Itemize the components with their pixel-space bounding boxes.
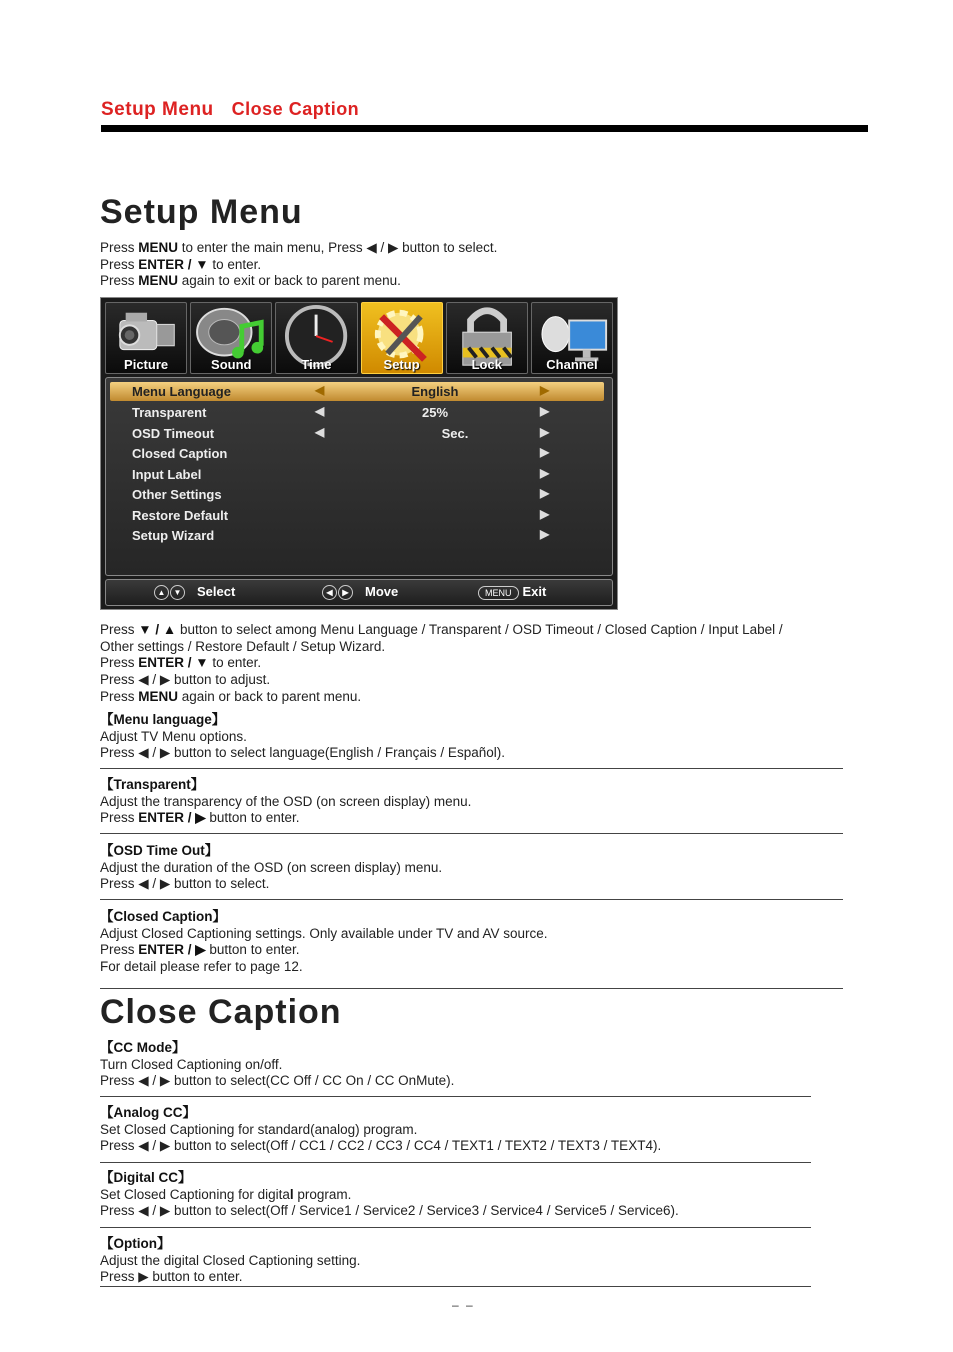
tab-label: Sound <box>211 357 252 372</box>
menu-row-label: Closed Caption <box>132 446 228 461</box>
text: button to enter. <box>205 942 300 958</box>
section-option <box>100 1236 360 1286</box>
text: Press <box>100 240 139 255</box>
text-line <box>100 959 548 976</box>
bold-text: ENTER / ▼ <box>138 256 209 272</box>
page-header <box>101 99 359 121</box>
menu-row-osd-timeout <box>110 424 604 443</box>
page-number: – – <box>452 1298 475 1312</box>
text-line <box>100 257 497 274</box>
tv-menu-tabs <box>105 302 613 374</box>
text: Press ▶ button to enter. <box>100 1269 243 1285</box>
bold-text: ENTER / ▶ <box>138 810 206 826</box>
text-line <box>100 1122 661 1139</box>
text: Press ◀ / ▶ button to select(Off / CC1 / CC2 / CC3 / CC4 / TEXT1 / TEXT2 / TEXT3 / TEXT4). <box>100 1138 662 1154</box>
right-arrow-icon: ▶ <box>540 445 550 459</box>
text-line <box>100 926 548 943</box>
bold-text: ENTER / ▼ <box>138 655 209 671</box>
text: Press <box>100 655 139 671</box>
text-line <box>100 622 783 639</box>
footer-select-label: Select <box>197 584 236 599</box>
tab-label: Time <box>301 357 332 372</box>
footer-exit <box>478 584 546 600</box>
text: Adjust Closed Captioning settings. Only available under TV and AV source. <box>100 925 548 941</box>
section-cc-mode <box>100 1040 454 1090</box>
section-divider <box>100 988 843 989</box>
text: Other settings / Restore Default / Setup Wizard. <box>100 638 386 654</box>
section-title: 【CC Mode】 <box>100 1040 186 1055</box>
section-osd-time-out <box>100 843 442 893</box>
close-caption-title: Close Caption <box>100 993 342 1031</box>
text-line <box>100 273 497 290</box>
section-analog-cc <box>100 1105 661 1155</box>
bold-text: MENU <box>138 688 179 704</box>
bold-text: MENU <box>138 240 179 255</box>
text-line <box>100 1269 360 1286</box>
right-arrow-icon: ▶ <box>540 425 550 439</box>
text: to enter. <box>208 655 262 671</box>
text: Press <box>100 256 139 272</box>
text-line <box>100 1073 454 1090</box>
text-line <box>100 1138 661 1155</box>
tab-label: Picture <box>124 357 169 372</box>
right-arrow-icon: ▶ <box>540 404 550 418</box>
text-line <box>100 655 783 672</box>
tab-label: Channel <box>546 357 598 372</box>
tv-menu-screenshot <box>100 297 618 610</box>
bold-text: ENTER / ▶ <box>138 942 206 958</box>
tab-picture <box>105 302 187 374</box>
text: Press ◀ / ▶ button to select(Off / Service1 / Service2 / Service3 / Service4 / Service5 / Service6). <box>100 1203 679 1219</box>
text: Press ◀ / ▶ button to adjust. <box>100 672 271 688</box>
text: Adjust the digital Closed Captioning setting. <box>100 1252 361 1268</box>
text: Turn Closed Captioning on/off. <box>100 1056 283 1072</box>
text: Press <box>100 622 139 637</box>
header-rule <box>101 125 868 132</box>
text: again to exit or back to parent menu. <box>178 273 401 289</box>
menu-row-label: Other Settings <box>132 487 222 502</box>
menu-row-closed-caption <box>110 444 604 463</box>
setup-intro <box>100 240 497 290</box>
menu-row-transparent <box>110 403 604 422</box>
tv-menu-footer <box>105 579 613 606</box>
text: For detail please refer to page 12. <box>100 959 303 975</box>
text: program. <box>293 1186 352 1202</box>
left-arrow-icon: ◀ <box>315 383 325 397</box>
text: Set Closed Captioning for digita <box>100 1186 290 1202</box>
text: button to enter. <box>205 810 300 826</box>
text-line <box>100 860 442 877</box>
down-arrow-icon: ▼ <box>170 585 185 600</box>
footer-move-label: Move <box>365 584 399 599</box>
menu-row-value: 25% <box>421 405 449 420</box>
header-section: Setup Menu <box>101 99 214 120</box>
menu-row-restore-default <box>110 506 604 525</box>
text-line <box>100 729 505 746</box>
text: Press ◀ / ▶ button to select. <box>100 876 270 892</box>
menu-row-label: Transparent <box>132 405 207 420</box>
setup-instructions <box>100 622 783 706</box>
tab-channel <box>531 302 613 374</box>
text: Press <box>100 273 139 289</box>
menu-row-value: Sec. <box>441 426 469 441</box>
text: Adjust the duration of the OSD (on screen display) menu. <box>100 859 443 875</box>
text: Press ◀ / ▶ button to select(CC Off / CC On / CC OnMute). <box>100 1073 455 1089</box>
text: Press <box>100 810 139 826</box>
text: to enter. <box>208 256 262 272</box>
section-transparent <box>100 777 471 827</box>
section-title: 【Closed Caption】 <box>100 909 227 924</box>
up-arrow-icon: ▲ <box>154 585 169 600</box>
section-digital-cc <box>100 1170 679 1220</box>
text-line <box>100 1253 360 1270</box>
bold-text: MENU <box>138 273 179 289</box>
text-line <box>100 1057 454 1074</box>
text-line <box>100 639 783 656</box>
footer-move <box>322 584 398 600</box>
text-line <box>100 240 497 257</box>
text: Adjust the transparency of the OSD (on screen display) menu. <box>100 793 472 809</box>
tab-label: Lock <box>471 357 502 372</box>
section-menu-language <box>100 712 505 762</box>
right-arrow-icon: ▶ <box>540 486 550 500</box>
tab-lock <box>446 302 528 374</box>
right-arrow-icon: ▶ <box>338 585 353 600</box>
left-arrow-icon: ◀ <box>322 585 337 600</box>
footer-exit-label: Exit <box>522 584 547 599</box>
bold-text: l <box>289 1186 294 1202</box>
menu-row-label: Menu Language <box>132 384 231 399</box>
text-line <box>100 745 505 762</box>
left-arrow-icon: ◀ <box>315 425 325 439</box>
section-divider <box>100 1096 811 1097</box>
section-closed-caption <box>100 909 548 976</box>
section-divider <box>100 833 843 834</box>
menu-row-label: Setup Wizard <box>132 528 215 543</box>
text: Set Closed Captioning for standard(analog) program. <box>100 1121 418 1137</box>
right-arrow-icon: ▶ <box>540 527 550 541</box>
tab-label: Setup <box>383 357 420 372</box>
text-line <box>100 1203 679 1220</box>
header-subsection: Close Caption <box>231 99 360 119</box>
menu-row-label: Restore Default <box>132 508 229 523</box>
section-divider <box>100 1227 811 1228</box>
text-line <box>100 794 471 811</box>
text: to enter the main menu, Press ◀ / ▶ button to select. <box>178 240 498 255</box>
section-title: 【Option】 <box>100 1236 171 1251</box>
tab-sound <box>190 302 272 374</box>
text-line <box>100 810 471 827</box>
left-arrow-icon: ◀ <box>315 404 325 418</box>
text: Press ◀ / ▶ button to select language(English / Français / Español). <box>100 745 505 761</box>
text-line <box>100 1187 679 1204</box>
setup-title: Setup Menu <box>100 193 303 231</box>
tv-menu-panel <box>105 377 613 576</box>
section-divider <box>100 899 843 900</box>
text-line <box>100 672 783 689</box>
text-line <box>100 876 442 893</box>
tab-setup <box>361 302 443 374</box>
menu-row-label: Input Label <box>132 467 202 482</box>
tab-time <box>275 302 357 374</box>
section-title: 【Menu language】 <box>100 712 226 727</box>
section-title: 【Transparent】 <box>100 777 205 792</box>
menu-row-setup-wizard <box>110 526 604 545</box>
menu-row-other-settings <box>110 485 604 504</box>
text: Press <box>100 942 139 958</box>
text-line <box>100 942 548 959</box>
right-arrow-icon: ▶ <box>540 507 550 521</box>
bold-text: ▼ / ▲ <box>138 622 177 637</box>
menu-row-menu-language <box>110 382 604 401</box>
text: Press <box>100 688 139 704</box>
section-divider <box>100 1286 811 1287</box>
menu-row-label: OSD Timeout <box>132 426 215 441</box>
section-divider <box>100 1162 811 1163</box>
section-title: 【Digital CC】 <box>100 1170 192 1185</box>
text: button to select among Menu Language / Transparent / OSD Timeout / Closed Caption / Input Label / <box>176 622 783 637</box>
text: again or back to parent menu. <box>178 688 362 704</box>
footer-select <box>154 584 235 600</box>
text-line <box>100 689 783 706</box>
section-divider <box>100 768 843 769</box>
menu-row-value: English <box>411 384 459 399</box>
section-title: 【Analog CC】 <box>100 1105 196 1120</box>
right-arrow-icon: ▶ <box>540 466 550 480</box>
section-title: 【OSD Time Out】 <box>100 843 219 858</box>
menu-key-icon: MENU <box>478 586 519 600</box>
right-arrow-icon: ▶ <box>540 383 550 397</box>
menu-row-input-label <box>110 465 604 484</box>
text: Adjust TV Menu options. <box>100 728 247 744</box>
